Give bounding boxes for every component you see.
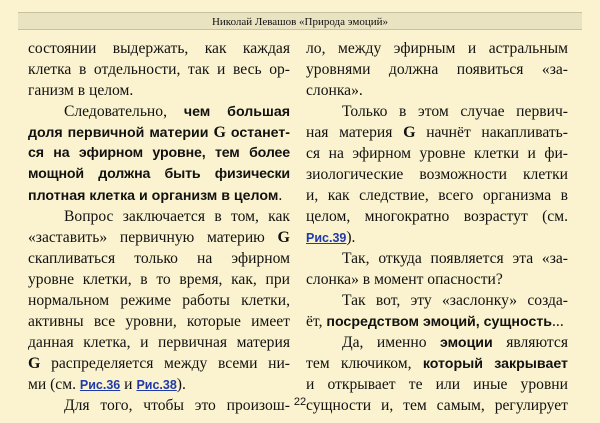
emphasis-span: чем большая <box>183 104 290 120</box>
text-span: ёт, <box>306 313 323 330</box>
header-title: Николай Левашов «Природа эмоций» <box>211 16 389 28</box>
text-span: . <box>278 187 283 204</box>
text-line: Только в этом случае первич- <box>342 103 568 120</box>
emphasis-span: останет- <box>230 125 291 141</box>
text-span: ). <box>346 229 356 246</box>
matter-symbol: G <box>277 229 290 246</box>
matter-symbol: G <box>403 124 416 141</box>
text-line: ся на эфирном уровне, тем более <box>28 145 290 161</box>
text-line <box>306 311 568 332</box>
text-line <box>28 374 290 395</box>
text-line: клетка в отдельности, так и весь ор- <box>28 61 290 78</box>
text-line <box>28 101 290 122</box>
text-line: мощной должна быть физически <box>28 166 290 182</box>
text-line <box>28 122 290 143</box>
text-line <box>28 185 290 206</box>
text-span: тем ключиком, <box>306 355 412 372</box>
text-line <box>306 122 568 143</box>
text-line: сущности и, тем самым, регулирует <box>306 397 568 414</box>
text-line <box>28 353 290 374</box>
text-line: слонка». <box>306 82 363 99</box>
text-line <box>28 227 290 248</box>
running-header <box>18 12 582 30</box>
text-line: целом, многократно возрастут (см. <box>306 208 568 225</box>
text-line: уровнями должна появиться «за- <box>306 61 568 78</box>
text-line: ганизм в целом. <box>28 82 134 99</box>
text-line: скапливаться только на эфирном <box>28 250 290 267</box>
text-line: Так, откуда появляется эта «за- <box>342 250 568 267</box>
text-line: нормальном режиме работы клетки, <box>28 292 290 309</box>
text-line: Вопрос заключается в том, как <box>64 208 290 225</box>
text-span: Да, именно <box>342 334 427 351</box>
emphasis-span: доля первичной материи <box>28 125 209 141</box>
text-span: и <box>124 376 133 393</box>
text-span: Следовательно, <box>64 103 167 120</box>
emphasis-span: эмоции <box>439 335 493 351</box>
text-span: ). <box>176 376 186 393</box>
text-line: Для того, чтобы это произош- <box>64 397 290 414</box>
emphasis-span: посредством эмоций, сущность <box>326 314 553 330</box>
text-line <box>306 332 568 353</box>
text-span: являются <box>506 334 569 351</box>
text-line <box>306 353 568 374</box>
text-span: распределяется между всеми ни- <box>51 355 291 372</box>
text-line: уровне клетки, в то время, как, при <box>28 271 290 288</box>
figure-link-38[interactable]: Рис.38 <box>136 378 177 392</box>
emphasis-span: который закрывает <box>422 356 568 372</box>
text-line: Так вот, эту «заслонку» созда- <box>342 292 568 309</box>
text-span: «заставить» первичную материю <box>28 229 265 246</box>
text-line: ло, между эфирным и астральным <box>306 40 568 57</box>
text-line: и, как следствие, всего организма в <box>306 187 568 204</box>
figure-link-39[interactable]: Рис.39 <box>306 231 347 245</box>
text-line: слонка» в момент опасности? <box>306 271 503 288</box>
matter-symbol: G <box>28 355 41 372</box>
text-span: начнёт накапливать- <box>426 124 568 141</box>
matter-symbol: G <box>213 124 226 141</box>
text-line: и открывает те или иные уровни <box>306 376 568 393</box>
text-span: ная материя <box>306 124 393 141</box>
text-span: ... <box>552 313 564 330</box>
text-line: зиологические возможности клетки <box>306 166 568 183</box>
text-line: данная клетка, и первичная материя <box>28 334 290 351</box>
text-line <box>306 227 568 248</box>
text-line: состоянии выдержать, как каждая <box>28 40 290 57</box>
text-line: ся на эфирном уровне клетки и фи- <box>306 145 568 162</box>
page-number: 22 <box>293 396 307 408</box>
emphasis-span: плотная клетка и организм в целом <box>28 188 279 204</box>
text-span: ми (см. <box>28 376 76 393</box>
left-column <box>28 38 290 416</box>
figure-link-36[interactable]: Рис.36 <box>79 378 121 392</box>
right-column <box>306 38 568 416</box>
text-line: активны все уровни, которые имеет <box>28 313 290 330</box>
